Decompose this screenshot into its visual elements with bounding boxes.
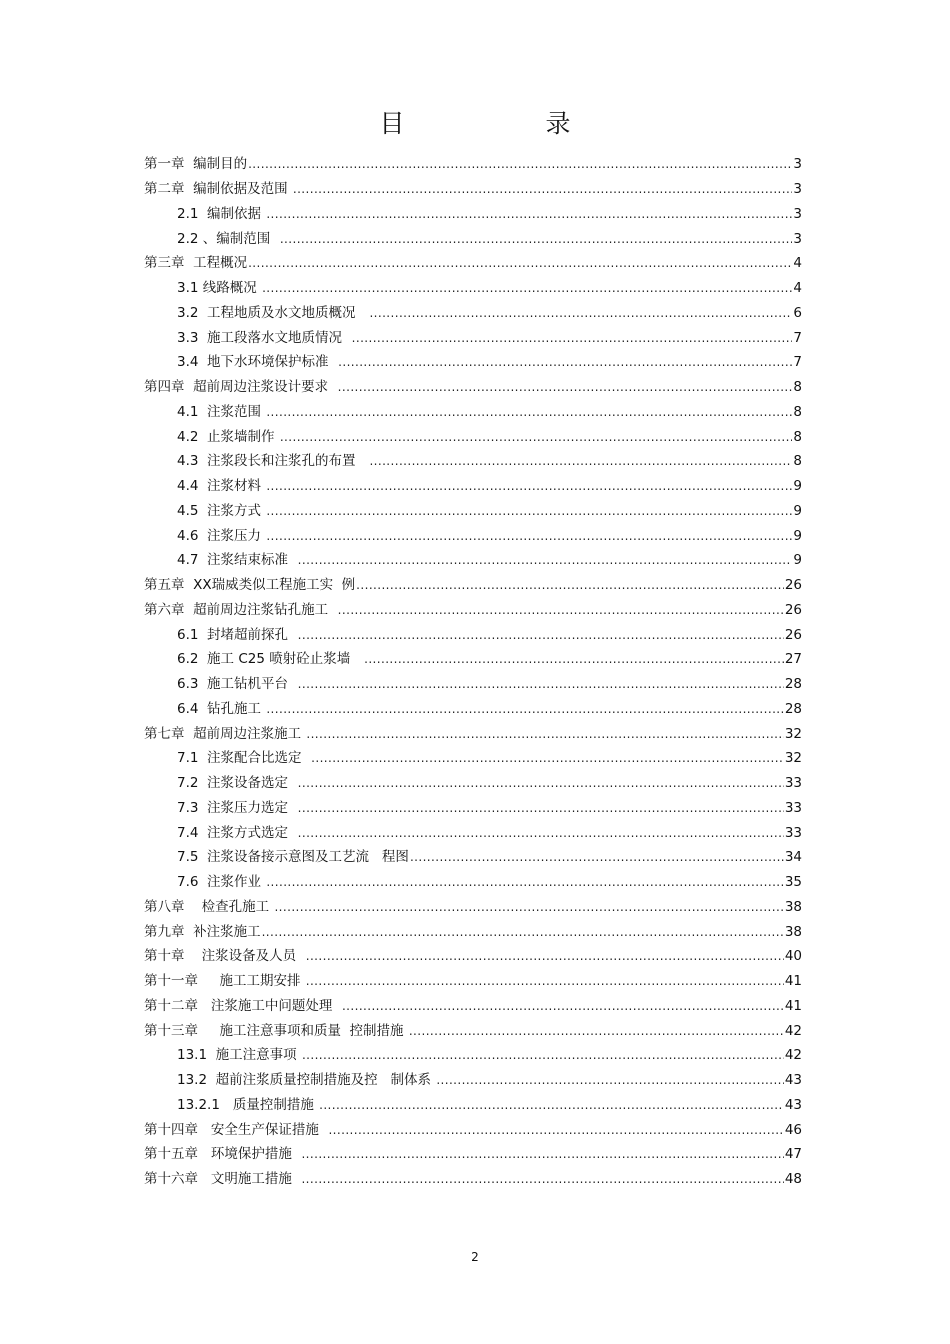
- toc-leader-dots: [280, 429, 793, 445]
- toc-entry[interactable]: [144, 400, 802, 425]
- toc-leader-dots: [298, 775, 784, 791]
- toc-entry-label: 第七章 超前周边注浆施工: [144, 725, 306, 742]
- toc-entry-label: 4.2 止浆墙制作: [177, 428, 279, 445]
- toc-entry-page: 32: [784, 750, 802, 767]
- toc-entry-page: 3: [793, 205, 802, 222]
- toc-entry-label: 6.2 施工 C25 喷射砼止浆墙: [177, 651, 364, 668]
- toc-entry-page: 26: [784, 601, 802, 618]
- toc-entry-label: 4.4 注浆材料: [177, 478, 266, 495]
- toc-entry[interactable]: [144, 895, 802, 920]
- toc-entry-label: 13.2.1 质量控制措施: [177, 1096, 319, 1113]
- toc-entry[interactable]: [144, 647, 802, 672]
- toc-entry-label: 第五章 XX瑞威类似工程施工实 例: [144, 577, 356, 594]
- toc-entry-page: 38: [784, 923, 802, 940]
- toc-entry-page: 42: [784, 1022, 802, 1039]
- toc-entry[interactable]: [144, 796, 802, 821]
- toc-entry-label: 4.6 注浆压力: [177, 527, 266, 544]
- toc-entry-page: 7: [793, 354, 802, 371]
- toc-entry-page: 8: [793, 428, 802, 445]
- toc-leader-dots: [262, 924, 784, 940]
- toc-leader-dots: [266, 701, 783, 717]
- toc-entry[interactable]: [144, 301, 802, 326]
- toc-entry[interactable]: [144, 820, 802, 845]
- toc-entry-page: 28: [784, 700, 802, 717]
- toc-entry-page: 33: [784, 824, 802, 841]
- toc-entry[interactable]: [144, 1018, 802, 1043]
- toc-entry[interactable]: [144, 1043, 802, 1068]
- toc-entry[interactable]: [144, 226, 802, 251]
- toc-entry[interactable]: [144, 969, 802, 994]
- toc-entry-page: 38: [784, 898, 802, 915]
- toc-leader-dots: [338, 379, 793, 395]
- toc-entry[interactable]: [144, 672, 802, 697]
- toc-leader-dots: [262, 280, 792, 296]
- toc-entry-label: 6.4 钻孔施工: [177, 700, 266, 717]
- toc-leader-dots: [409, 1023, 784, 1039]
- toc-entry-label: 7.6 注浆作业: [177, 874, 266, 891]
- toc-leader-dots: [369, 453, 792, 469]
- toc-leader-dots: [306, 726, 783, 742]
- toc-entry-page: 9: [793, 552, 802, 569]
- toc-leader-dots: [266, 528, 792, 544]
- toc-leader-dots: [266, 404, 792, 420]
- toc-entry-page: 8: [793, 403, 802, 420]
- toc-entry[interactable]: [144, 1142, 802, 1167]
- toc-leader-dots: [298, 825, 784, 841]
- toc-entry-page: 4: [793, 255, 802, 272]
- toc-entry-page: 43: [784, 1072, 802, 1089]
- toc-entry-label: 第一章 编制目的: [144, 156, 248, 173]
- toc-leader-dots: [293, 181, 793, 197]
- toc-leader-dots: [319, 1097, 784, 1113]
- toc-entry-label: 7.1 注浆配合比选定: [177, 750, 311, 767]
- toc-entry-label: 第十一章 施工工期安排: [144, 973, 305, 990]
- toc-entry[interactable]: [144, 1068, 802, 1093]
- toc-entry[interactable]: [144, 474, 802, 499]
- toc-leader-dots: [298, 800, 784, 816]
- toc-leader-dots: [369, 305, 792, 321]
- toc-entry-page: 27: [784, 651, 802, 668]
- toc-entry-page: 43: [784, 1096, 802, 1113]
- toc-entry[interactable]: [144, 152, 802, 177]
- toc-entry-label: 3.3 施工段落水文地质情况: [177, 329, 351, 346]
- toc-title: 目 录: [379, 109, 629, 138]
- toc-entry-label: 7.4 注浆方式选定: [177, 824, 297, 841]
- toc-entry-page: 3: [793, 230, 802, 247]
- toc-leader-dots: [280, 231, 793, 247]
- toc-entry[interactable]: [144, 598, 802, 623]
- toc-entry-page: 46: [784, 1121, 802, 1138]
- toc-entry-label: 7.3 注浆压力选定: [177, 799, 297, 816]
- toc-entry-page: 42: [784, 1047, 802, 1064]
- toc-entry[interactable]: [144, 177, 802, 202]
- toc-leader-dots: [301, 1146, 783, 1162]
- toc-leader-dots: [301, 1171, 783, 1187]
- toc-leader-dots: [302, 1047, 784, 1063]
- toc-entry-label: 第二章 编制依据及范围: [144, 181, 292, 198]
- toc-entry-page: 9: [793, 527, 802, 544]
- toc-entry[interactable]: [144, 870, 802, 895]
- toc-entry[interactable]: [144, 994, 802, 1019]
- toc-entry-label: 第九章 补注浆施工: [144, 923, 261, 940]
- toc-leader-dots: [298, 676, 784, 692]
- toc-entry-label: 第十二章 注浆施工中问题处理: [144, 997, 341, 1014]
- toc-leader-dots: [266, 478, 792, 494]
- toc-leader-dots: [306, 973, 784, 989]
- toc-entry[interactable]: [144, 721, 802, 746]
- toc-entry-page: 3: [793, 181, 802, 198]
- toc-entry-label: 第四章 超前周边注浆设计要求: [144, 379, 337, 396]
- toc-entry[interactable]: [144, 424, 802, 449]
- toc-leader-dots: [266, 874, 783, 890]
- toc-leader-dots: [306, 948, 784, 964]
- toc-entry-page: 40: [784, 948, 802, 965]
- toc-entry[interactable]: [144, 251, 802, 276]
- toc-entry[interactable]: [144, 944, 802, 969]
- toc-entry-label: 13.2 超前注浆质量控制措施及控 制体系: [177, 1072, 436, 1089]
- toc-entry-label: 4.5 注浆方式: [177, 502, 266, 519]
- toc-entry-page: 48: [784, 1171, 802, 1188]
- toc-entry-label: 第三章 工程概况: [144, 255, 248, 272]
- toc-leader-dots: [248, 255, 792, 271]
- toc-entry-page: 8: [793, 379, 802, 396]
- toc-leader-dots: [338, 602, 784, 618]
- toc-entry-label: 第十六章 文明施工措施: [144, 1171, 301, 1188]
- toc-entry-label: 第十四章 安全生产保证措施: [144, 1121, 328, 1138]
- toc-entry-label: 4.1 注浆范围: [177, 403, 266, 420]
- toc-leader-dots: [338, 354, 792, 370]
- page-number: 2: [471, 1250, 479, 1264]
- toc-entry-page: 47: [784, 1146, 802, 1163]
- toc-entry-page: 32: [784, 725, 802, 742]
- toc-leader-dots: [436, 1072, 784, 1088]
- toc-entry-label: 第十三章 施工注意事项和质量 控制措施: [144, 1022, 408, 1039]
- toc-entry[interactable]: [144, 202, 802, 227]
- toc-entry-label: 3.2 工程地质及水文地质概况: [177, 304, 369, 321]
- toc-entry-page: 33: [784, 799, 802, 816]
- toc-entry-label: 13.1 施工注意事项: [177, 1047, 301, 1064]
- toc-entry-page: 33: [784, 775, 802, 792]
- toc-entry-label: 2.1 编制依据: [177, 205, 266, 222]
- toc-entry-label: 6.1 封堵超前探孔: [177, 626, 297, 643]
- toc-entry-page: 34: [784, 849, 802, 866]
- toc-entry[interactable]: [144, 276, 802, 301]
- toc-entry-label: 7.5 注浆设备接示意图及工艺流 程图: [177, 849, 409, 866]
- toc-leader-dots: [364, 651, 784, 667]
- toc-entry[interactable]: [144, 746, 802, 771]
- toc-entry-label: 3.4 地下水环境保护标准: [177, 354, 338, 371]
- toc-entry-page: 8: [793, 453, 802, 470]
- toc-entry[interactable]: [144, 1117, 802, 1142]
- toc-leader-dots: [266, 503, 792, 519]
- toc-entry[interactable]: [144, 449, 802, 474]
- toc-leader-dots: [266, 206, 792, 222]
- toc-entry-label: 第六章 超前周边注浆钻孔施工: [144, 601, 337, 618]
- toc-entry-label: 4.7 注浆结束标准: [177, 552, 297, 569]
- toc-entry[interactable]: [144, 573, 802, 598]
- toc-entry-label: 2.2 、编制范围: [177, 230, 279, 247]
- toc-entry-page: 26: [784, 577, 802, 594]
- toc-leader-dots: [248, 156, 792, 172]
- toc-entry-label: 第八章 检查孔施工: [144, 898, 274, 915]
- toc-entry-page: 3: [793, 156, 802, 173]
- toc-entry[interactable]: [144, 697, 802, 722]
- toc-entry-page: 6: [793, 304, 802, 321]
- toc-entry-label: 7.2 注浆设备选定: [177, 775, 297, 792]
- toc-leader-dots: [298, 552, 793, 568]
- toc-leader-dots: [311, 750, 784, 766]
- toc-entry[interactable]: [144, 325, 802, 350]
- toc-entry[interactable]: [144, 548, 802, 573]
- toc-entry[interactable]: [144, 350, 802, 375]
- toc-entry[interactable]: [144, 771, 802, 796]
- toc-entry[interactable]: [144, 1093, 802, 1118]
- toc-entry-label: 6.3 施工钻机平台: [177, 676, 297, 693]
- toc-entry-page: 4: [793, 280, 802, 297]
- toc-entry-page: 41: [784, 997, 802, 1014]
- toc-leader-dots: [410, 849, 784, 865]
- toc-entry-label: 第十章 注浆设备及人员: [144, 948, 305, 965]
- toc-leader-dots: [352, 330, 793, 346]
- table-of-contents: [144, 152, 802, 1192]
- toc-entry[interactable]: [144, 919, 802, 944]
- toc-leader-dots: [298, 627, 784, 643]
- toc-leader-dots: [342, 998, 784, 1014]
- toc-leader-dots: [274, 899, 783, 915]
- toc-leader-dots: [328, 1122, 783, 1138]
- toc-entry[interactable]: [144, 499, 802, 524]
- toc-entry-page: 41: [784, 973, 802, 990]
- toc-entry-label: 3.1 线路概况: [177, 280, 262, 297]
- toc-entry[interactable]: [144, 622, 802, 647]
- toc-entry[interactable]: [144, 375, 802, 400]
- toc-entry-label: 4.3 注浆段长和注浆孔的布置: [177, 453, 369, 470]
- toc-entry-page: 35: [784, 874, 802, 891]
- toc-entry-page: 9: [793, 502, 802, 519]
- toc-entry[interactable]: [144, 1167, 802, 1192]
- toc-entry[interactable]: [144, 845, 802, 870]
- toc-leader-dots: [356, 577, 784, 593]
- toc-entry[interactable]: [144, 523, 802, 548]
- toc-entry-label: 第十五章 环境保护措施: [144, 1146, 301, 1163]
- toc-entry-page: 7: [793, 329, 802, 346]
- toc-entry-page: 9: [793, 478, 802, 495]
- toc-entry-page: 28: [784, 676, 802, 693]
- toc-entry-page: 26: [784, 626, 802, 643]
